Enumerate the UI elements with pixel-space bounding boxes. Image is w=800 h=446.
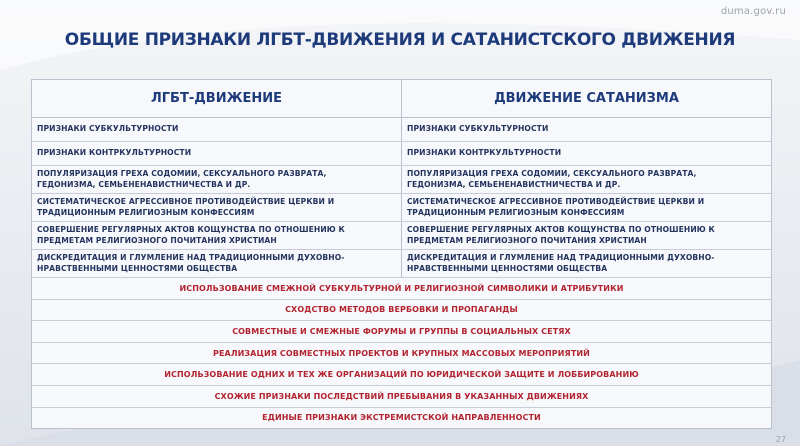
comparison-table (31, 79, 772, 429)
table-cell-right: СИСТЕМАТИЧЕСКОЕ АГРЕССИВНОЕ ПРОТИВОДЕЙСТВИЕ ЦЕРКВИ И ТРАДИЦИОННЫМ РЕЛИГИОЗНЫМ КОНФЕССИЯМ (401, 194, 771, 221)
table-cell-right: ПРИЗНАКИ КОНТРКУЛЬТУРНОСТИ (401, 142, 771, 165)
common-feature-row: СХОЖИЕ ПРИЗНАКИ ПОСЛЕДСТВИЙ ПРЕБЫВАНИЯ В УКАЗАННЫХ ДВИЖЕНИЯХ (32, 386, 771, 408)
common-feature-row: СХОДСТВО МЕТОДОВ ВЕРБОВКИ И ПРОПАГАНДЫ (32, 300, 771, 322)
table-cell-left: ПОПУЛЯРИЗАЦИЯ ГРЕХА СОДОМИИ, СЕКСУАЛЬНОГО РАЗВРАТА, ГЕДОНИЗМА, СЕМЬЕНЕНАВИСТНИЧЕСТВА И ДР. (37, 169, 327, 189)
common-feature-row: ИСПОЛЬЗОВАНИЕ СМЕЖНОЙ СУБКУЛЬТУРНОЙ И РЕЛИГИОЗНОЙ СИМВОЛИКИ И АТРИБУТИКИ (32, 278, 771, 300)
column-header-satanism: ДВИЖЕНИЕ САТАНИЗМА (401, 80, 771, 117)
table-cell-left: ПРИЗНАКИ СУБКУЛЬТУРНОСТИ (37, 124, 179, 134)
common-feature-row: СОВМЕСТНЫЕ И СМЕЖНЫЕ ФОРУМЫ И ГРУППЫ В СОЦИАЛЬНЫХ СЕТЯХ (32, 321, 771, 343)
site-watermark: duma.gov.ru (720, 6, 786, 17)
table-row (32, 250, 771, 278)
common-feature-row: ЕДИНЫЕ ПРИЗНАКИ ЭКСТРЕМИСТСКОЙ НАПРАВЛЕННОСТИ (262, 413, 541, 423)
table-cell-left: ДИСКРЕДИТАЦИЯ И ГЛУМЛЕНИЕ НАД ТРАДИЦИОННЫМИ ДУХОВНО- НРАВСТВЕННЫМИ ЦЕННОСТЯМИ ОБЩЕСТВА (37, 253, 345, 273)
table-cell-right: ДИСКРЕДИТАЦИЯ И ГЛУМЛЕНИЕ НАД ТРАДИЦИОННЫМИ ДУХОВНО- НРАВСТВЕННЫМИ ЦЕННОСТЯМИ ОБЩЕСТВА (401, 250, 771, 277)
column-header-lgbt: ЛГБТ-ДВИЖЕНИЕ (150, 91, 283, 106)
page-number: 27 (775, 435, 786, 444)
table-row (32, 142, 771, 166)
table-cell-right: СОВЕРШЕНИЕ РЕГУЛЯРНЫХ АКТОВ КОЩУНСТВА ПО ОТНОШЕНИЮ К ПРЕДМЕТАМ РЕЛИГИОЗНОГО ПОЧИТАНИЯ ХРИСТИАН (401, 222, 771, 249)
table-row (32, 118, 771, 142)
common-feature-row: РЕАЛИЗАЦИЯ СОВМЕСТНЫХ ПРОЕКТОВ И КРУПНЫХ МАССОВЫХ МЕРОПРИЯТИЙ (32, 343, 771, 365)
table-cell-right: ПОПУЛЯРИЗАЦИЯ ГРЕХА СОДОМИИ, СЕКСУАЛЬНОГО РАЗВРАТА, ГЕДОНИЗМА, СЕМЬЕНЕНАВИСТНИЧЕСТВА И ДР. (401, 166, 771, 193)
table-cell-right: ПРИЗНАКИ СУБКУЛЬТУРНОСТИ (401, 118, 771, 141)
table-cell-left: ПРИЗНАКИ КОНТРКУЛЬТУРНОСТИ (37, 148, 192, 158)
table-row (32, 194, 771, 222)
table-row (32, 166, 771, 194)
table-row (32, 222, 771, 250)
common-feature-row: ИСПОЛЬЗОВАНИЕ ОДНИХ И ТЕХ ЖЕ ОРГАНИЗАЦИЙ ПО ЮРИДИЧЕСКОЙ ЗАЩИТЕ И ЛОББИРОВАНИЮ (32, 364, 771, 386)
table-cell-left: СИСТЕМАТИЧЕСКОЕ АГРЕССИВНОЕ ПРОТИВОДЕЙСТВИЕ ЦЕРКВИ И ТРАДИЦИОННЫМ РЕЛИГИОЗНЫМ КОНФЕССИЯМ (37, 197, 335, 217)
table-header-row (32, 80, 771, 118)
table-cell-left: СОВЕРШЕНИЕ РЕГУЛЯРНЫХ АКТОВ КОЩУНСТВА ПО ОТНОШЕНИЮ К ПРЕДМЕТАМ РЕЛИГИОЗНОГО ПОЧИТАНИЯ ХРИСТИАН (37, 225, 345, 245)
slide-title: ОБЩИЕ ПРИЗНАКИ ЛГБТ-ДВИЖЕНИЯ И САТАНИСТСКОГО ДВИЖЕНИЯ (64, 30, 736, 50)
